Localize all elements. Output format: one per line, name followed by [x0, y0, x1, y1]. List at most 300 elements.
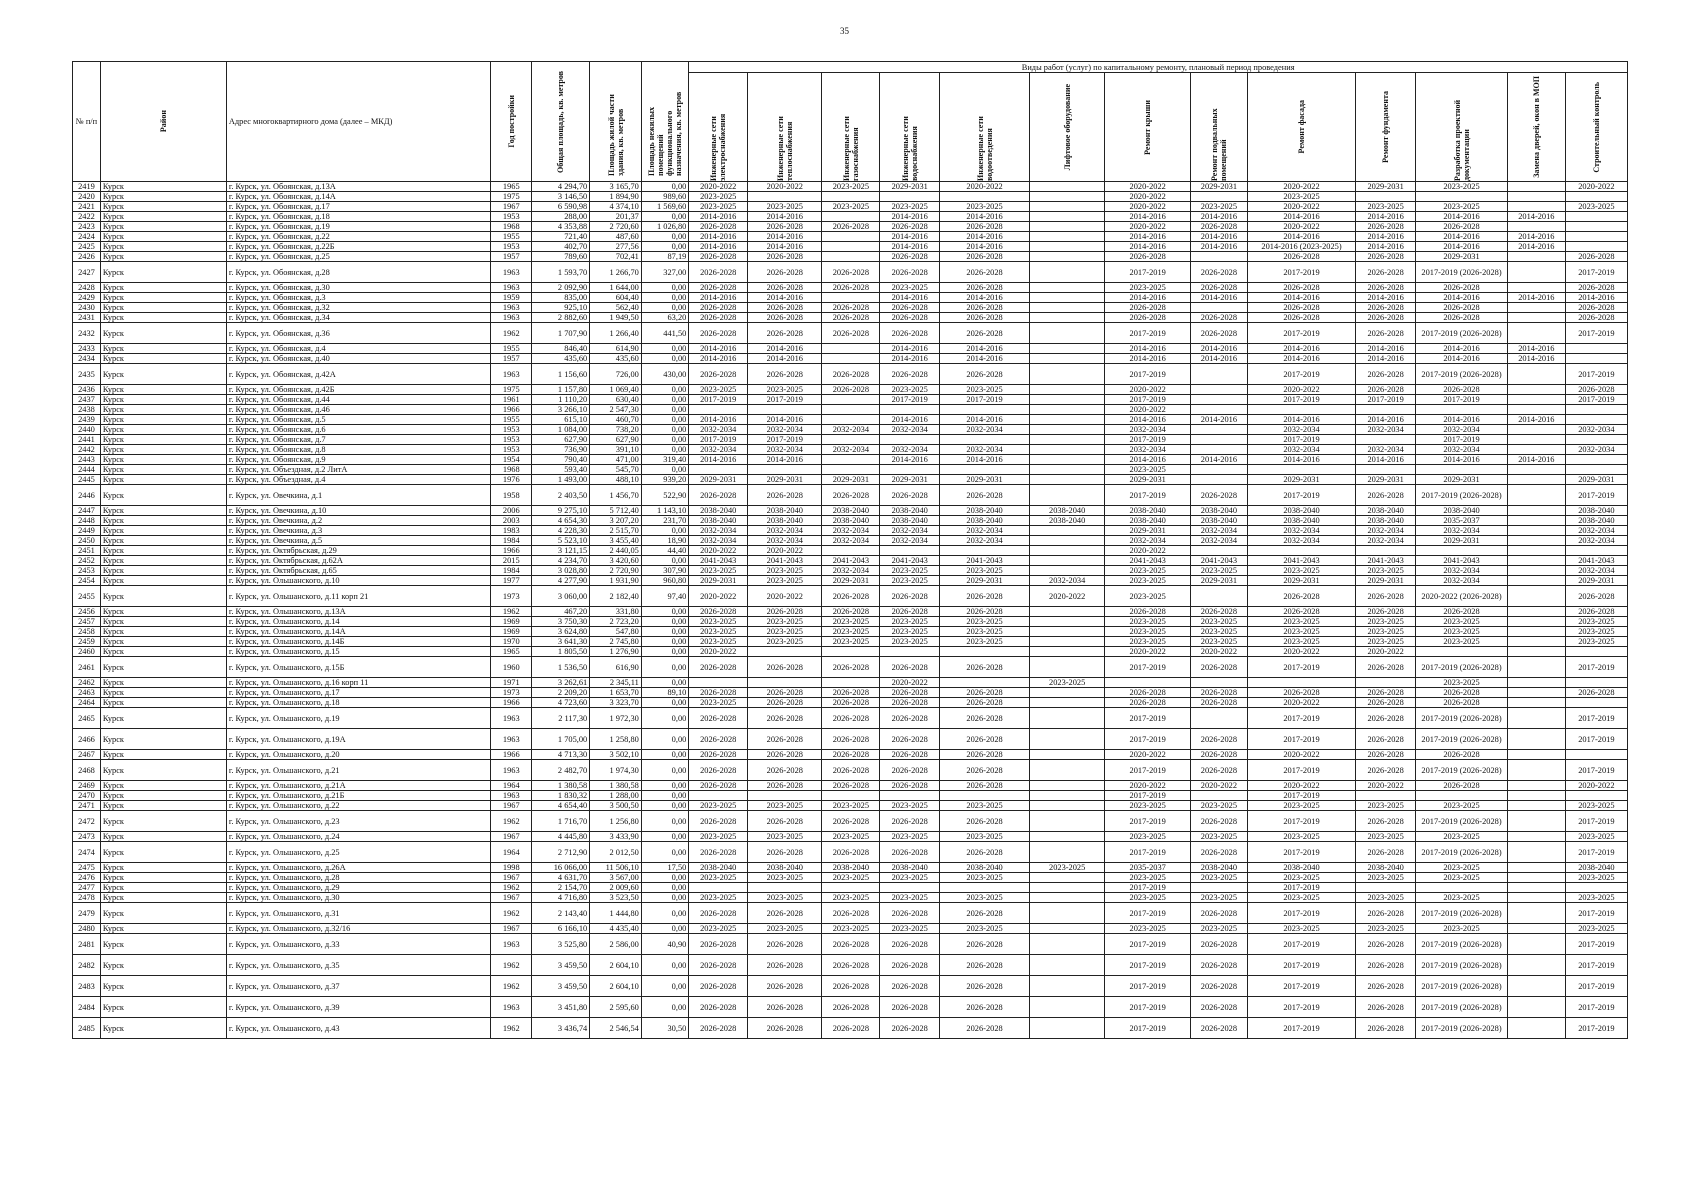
cell-doors: 2014-2016: [1507, 212, 1565, 222]
cell-project: 2014-2016: [1416, 354, 1508, 364]
cell-electro: 2026-2028: [689, 976, 748, 997]
cell-heat: [748, 405, 822, 415]
cell-year: 1955: [491, 232, 532, 242]
cell-lift: [1029, 485, 1104, 506]
cell-water: 2023-2025: [880, 566, 940, 576]
cell-sewer: 2026-2028: [940, 997, 1030, 1018]
cell-roof: 2017-2019: [1105, 364, 1191, 385]
cell-doors: [1507, 475, 1565, 485]
cell-basement: [1191, 385, 1248, 395]
cell-address: г. Курск, ул. Объездная, д.4: [226, 475, 490, 485]
cell-lift: [1029, 395, 1104, 405]
cell-num: 2422: [73, 212, 101, 222]
cell-water: 2032-2034: [880, 536, 940, 546]
table-row: [73, 647, 1628, 657]
cell-project: 2026-2028: [1416, 781, 1508, 791]
cell-roof: 2023-2025: [1105, 801, 1191, 811]
table-row: [73, 455, 1628, 465]
cell-foundation: 2029-2031: [1356, 475, 1416, 485]
cell-sewer: [940, 791, 1030, 801]
cell-heat: 2026-2028: [748, 781, 822, 791]
cell-doors: [1507, 323, 1565, 344]
cell-year: 1971: [491, 678, 532, 688]
cell-electro: [689, 405, 748, 415]
cell-gas: 2026-2028: [822, 657, 880, 678]
cell-year: 1968: [491, 465, 532, 475]
cell-nonliving-area: 1 569,60: [641, 202, 688, 212]
cell-year: 1957: [491, 354, 532, 364]
cell-heat: 2026-2028: [748, 760, 822, 781]
cell-num: 2435: [73, 364, 101, 385]
table-row: [73, 586, 1628, 607]
cell-nonliving-area: 1 026,80: [641, 222, 688, 232]
cell-living-area: 2 009,60: [590, 883, 642, 893]
cell-year: 1953: [491, 445, 532, 455]
cell-total-area: 721,40: [532, 232, 590, 242]
cell-facade: 2020-2022: [1247, 750, 1355, 760]
cell-basement: 2023-2025: [1191, 202, 1248, 212]
cell-heat: 2038-2040: [748, 516, 822, 526]
cell-foundation: 2023-2025: [1356, 924, 1416, 934]
cell-foundation: 2017-2019: [1356, 395, 1416, 405]
cell-sewer: 2038-2040: [940, 506, 1030, 516]
header-work-2: Инженерные сети газоснабжения: [822, 73, 880, 182]
cell-sewer: 2023-2025: [940, 566, 1030, 576]
cell-electro: 2026-2028: [689, 607, 748, 617]
cell-address: г. Курск, ул. Ольшанского, д.32/16: [226, 924, 490, 934]
cell-facade: 2020-2022: [1247, 182, 1355, 192]
cell-control: [1565, 415, 1627, 425]
cell-gas: 2023-2025: [822, 924, 880, 934]
cell-project: 2020-2022 (2026-2028): [1416, 586, 1508, 607]
table-row: [73, 873, 1628, 883]
cell-electro: 2026-2028: [689, 811, 748, 832]
cell-nonliving-area: 1 143,10: [641, 506, 688, 516]
cell-lift: [1029, 566, 1104, 576]
cell-lift: [1029, 708, 1104, 729]
cell-water: 2026-2028: [880, 750, 940, 760]
cell-doors: [1507, 303, 1565, 313]
cell-address: г. Курск, ул. Обоянская, д.8: [226, 445, 490, 455]
cell-heat: 2023-2025: [748, 801, 822, 811]
cell-nonliving-area: 0,00: [641, 283, 688, 293]
cell-foundation: [1356, 465, 1416, 475]
cell-basement: 2026-2028: [1191, 485, 1248, 506]
cell-foundation: 2026-2028: [1356, 997, 1416, 1018]
cell-nonliving-area: 0,00: [641, 750, 688, 760]
cell-facade: 2014-2016: [1247, 415, 1355, 425]
cell-year: 1967: [491, 924, 532, 934]
cell-gas: 2023-2025: [822, 182, 880, 192]
cell-facade: 2014-2016 (2023-2025): [1247, 242, 1355, 252]
cell-sewer: 2038-2040: [940, 863, 1030, 873]
cell-nonliving-area: 0,00: [641, 873, 688, 883]
cell-district: Курск: [100, 212, 226, 222]
cell-control: [1565, 750, 1627, 760]
cell-facade: 2026-2028: [1247, 586, 1355, 607]
cell-water: 2026-2028: [880, 955, 940, 976]
cell-sewer: 2026-2028: [940, 698, 1030, 708]
cell-total-area: 1 156,60: [532, 364, 590, 385]
cell-water: 2023-2025: [880, 283, 940, 293]
cell-living-area: 4 374,10: [590, 202, 642, 212]
cell-heat: 2026-2028: [748, 750, 822, 760]
cell-doors: [1507, 647, 1565, 657]
cell-foundation: 2020-2022: [1356, 781, 1416, 791]
cell-foundation: 2032-2034: [1356, 526, 1416, 536]
cell-sewer: 2014-2016: [940, 212, 1030, 222]
cell-nonliving-area: 0,00: [641, 354, 688, 364]
cell-facade: 2020-2022: [1247, 385, 1355, 395]
cell-address: г. Курск, ул. Ольшанского, д.14А: [226, 627, 490, 637]
cell-year: 1966: [491, 750, 532, 760]
cell-project: 2026-2028: [1416, 283, 1508, 293]
cell-electro: 2014-2016: [689, 415, 748, 425]
cell-foundation: 2026-2028: [1356, 729, 1416, 750]
cell-foundation: 2026-2028: [1356, 1018, 1416, 1039]
cell-address: г. Курск, ул. Ольшанского, д.37: [226, 976, 490, 997]
cell-district: Курск: [100, 627, 226, 637]
cell-district: Курск: [100, 485, 226, 506]
cell-year: 1963: [491, 934, 532, 955]
cell-lift: [1029, 903, 1104, 924]
cell-foundation: 2026-2028: [1356, 708, 1416, 729]
cell-foundation: 2026-2028: [1356, 364, 1416, 385]
cell-facade: 2017-2019: [1247, 657, 1355, 678]
cell-doors: [1507, 1018, 1565, 1039]
cell-electro: 2023-2025: [689, 566, 748, 576]
cell-doors: [1507, 607, 1565, 617]
cell-district: Курск: [100, 242, 226, 252]
cell-water: 2014-2016: [880, 354, 940, 364]
cell-total-area: 3 266,10: [532, 405, 590, 415]
cell-year: 1967: [491, 873, 532, 883]
cell-living-area: 2 546,54: [590, 1018, 642, 1039]
cell-project: 2017-2019 (2026-2028): [1416, 1018, 1508, 1039]
header-year: Год постройки: [491, 62, 532, 182]
cell-roof: 2020-2022: [1105, 222, 1191, 232]
cell-living-area: 1 949,50: [590, 313, 642, 323]
cell-gas: [822, 883, 880, 893]
cell-gas: 2038-2040: [822, 863, 880, 873]
cell-heat: 2032-2034: [748, 536, 822, 546]
table-row: [73, 405, 1628, 415]
cell-lift: [1029, 192, 1104, 202]
cell-basement: 2041-2043: [1191, 556, 1248, 566]
cell-project: [1416, 546, 1508, 556]
cell-doors: [1507, 729, 1565, 750]
cell-nonliving-area: 0,00: [641, 395, 688, 405]
cell-district: Курск: [100, 405, 226, 415]
cell-num: 2426: [73, 252, 101, 262]
cell-foundation: 2023-2025: [1356, 832, 1416, 842]
cell-facade: 2023-2025: [1247, 873, 1355, 883]
cell-district: Курск: [100, 997, 226, 1018]
cell-water: 2032-2034: [880, 526, 940, 536]
cell-total-area: 4 234,70: [532, 556, 590, 566]
cell-year: 1977: [491, 576, 532, 586]
cell-lift: [1029, 617, 1104, 627]
cell-total-area: 4 228,30: [532, 526, 590, 536]
cell-doors: [1507, 657, 1565, 678]
cell-address: г. Курск, ул. Ольшанского, д.19: [226, 708, 490, 729]
cell-address: г. Курск, ул. Ольшанского, д.28: [226, 873, 490, 883]
cell-nonliving-area: 0,00: [641, 678, 688, 688]
cell-address: г. Курск, ул. Октябрьская, д.62А: [226, 556, 490, 566]
cell-district: Курск: [100, 192, 226, 202]
cell-sewer: 2017-2019: [940, 395, 1030, 405]
cell-total-area: 1 705,00: [532, 729, 590, 750]
cell-address: г. Курск, ул. Ольшанского, д.30: [226, 893, 490, 903]
cell-control: 2023-2025: [1565, 893, 1627, 903]
table-row: [73, 546, 1628, 556]
cell-total-area: 2 092,90: [532, 283, 590, 293]
cell-sewer: 2026-2028: [940, 303, 1030, 313]
cell-lift: [1029, 283, 1104, 293]
cell-year: 1959: [491, 293, 532, 303]
cell-district: Курск: [100, 546, 226, 556]
cell-gas: 2038-2040: [822, 516, 880, 526]
cell-num: 2465: [73, 708, 101, 729]
cell-year: 1960: [491, 657, 532, 678]
cell-gas: 2026-2028: [822, 934, 880, 955]
cell-water: 2023-2025: [880, 617, 940, 627]
cell-total-area: 1 830,32: [532, 791, 590, 801]
cell-living-area: 627,90: [590, 435, 642, 445]
cell-district: Курск: [100, 313, 226, 323]
cell-heat: 2020-2022: [748, 546, 822, 556]
cell-total-area: 3 459,50: [532, 976, 590, 997]
cell-control: 2032-2034: [1565, 566, 1627, 576]
table-row: [73, 627, 1628, 637]
cell-district: Курск: [100, 924, 226, 934]
cell-district: Курск: [100, 385, 226, 395]
cell-living-area: 2 604,10: [590, 955, 642, 976]
cell-heat: [748, 647, 822, 657]
cell-lift: [1029, 303, 1104, 313]
cell-control: 2023-2025: [1565, 627, 1627, 637]
cell-facade: 2023-2025: [1247, 566, 1355, 576]
cell-electro: 2017-2019: [689, 435, 748, 445]
table-row: [73, 1018, 1628, 1039]
cell-num: 2478: [73, 893, 101, 903]
cell-foundation: 2026-2028: [1356, 955, 1416, 976]
cell-sewer: 2026-2028: [940, 252, 1030, 262]
cell-water: 2023-2025: [880, 893, 940, 903]
cell-water: 2023-2025: [880, 385, 940, 395]
cell-district: Курск: [100, 688, 226, 698]
cell-total-area: 3 641,30: [532, 637, 590, 647]
cell-total-area: 4 294,70: [532, 182, 590, 192]
cell-electro: 2026-2028: [689, 222, 748, 232]
cell-control: 2026-2028: [1565, 303, 1627, 313]
cell-sewer: 2026-2028: [940, 323, 1030, 344]
cell-lift: [1029, 182, 1104, 192]
cell-facade: 2029-2031: [1247, 475, 1355, 485]
cell-control: 2026-2028: [1565, 688, 1627, 698]
cell-gas: 2023-2025: [822, 627, 880, 637]
cell-basement: 2026-2028: [1191, 657, 1248, 678]
cell-lift: [1029, 893, 1104, 903]
cell-roof: 2014-2016: [1105, 455, 1191, 465]
cell-heat: 2023-2025: [748, 893, 822, 903]
header-work-4: Инженерные сети водоотведения: [940, 73, 1030, 182]
cell-project: 2023-2025: [1416, 863, 1508, 873]
cell-sewer: 2014-2016: [940, 232, 1030, 242]
cell-num: 2452: [73, 556, 101, 566]
cell-doors: [1507, 791, 1565, 801]
cell-gas: [822, 212, 880, 222]
cell-heat: 2026-2028: [748, 262, 822, 283]
cell-foundation: 2023-2025: [1356, 202, 1416, 212]
cell-foundation: 2026-2028: [1356, 607, 1416, 617]
cell-project: 2017-2019 (2026-2028): [1416, 485, 1508, 506]
cell-sewer: [940, 192, 1030, 202]
cell-gas: 2032-2034: [822, 425, 880, 435]
cell-facade: 2038-2040: [1247, 506, 1355, 516]
cell-foundation: 2026-2028: [1356, 385, 1416, 395]
cell-electro: 2014-2016: [689, 242, 748, 252]
cell-doors: [1507, 385, 1565, 395]
cell-basement: 2014-2016: [1191, 242, 1248, 252]
cell-foundation: 2020-2022: [1356, 647, 1416, 657]
cell-project: 2014-2016: [1416, 242, 1508, 252]
cell-doors: [1507, 832, 1565, 842]
cell-num: 2474: [73, 842, 101, 863]
cell-doors: [1507, 576, 1565, 586]
cell-facade: 2032-2034: [1247, 526, 1355, 536]
cell-living-area: 1 972,30: [590, 708, 642, 729]
cell-address: г. Курск, ул. Овечкина, д.5: [226, 536, 490, 546]
cell-sewer: 2014-2016: [940, 242, 1030, 252]
cell-basement: [1191, 708, 1248, 729]
cell-facade: 2023-2025: [1247, 637, 1355, 647]
cell-water: 2014-2016: [880, 232, 940, 242]
cell-basement: 2023-2025: [1191, 832, 1248, 842]
cell-electro: [689, 678, 748, 688]
cell-gas: 2026-2028: [822, 760, 880, 781]
cell-foundation: 2014-2016: [1356, 242, 1416, 252]
cell-year: 1967: [491, 202, 532, 212]
cell-doors: 2014-2016: [1507, 293, 1565, 303]
cell-district: Курск: [100, 760, 226, 781]
cell-district: Курск: [100, 781, 226, 791]
cell-year: 1958: [491, 485, 532, 506]
header-total-area: Общая площадь, кв. метров: [532, 62, 590, 182]
cell-foundation: 2014-2016: [1356, 212, 1416, 222]
cell-doors: [1507, 678, 1565, 688]
cell-foundation: 2026-2028: [1356, 222, 1416, 232]
cell-address: г. Курск, ул. Обоянская, д.32: [226, 303, 490, 313]
cell-basement: 2026-2028: [1191, 698, 1248, 708]
cell-water: 2032-2034: [880, 425, 940, 435]
cell-address: г. Курск, ул. Обоянская, д.18: [226, 212, 490, 222]
cell-district: Курск: [100, 566, 226, 576]
cell-total-area: 615,10: [532, 415, 590, 425]
cell-total-area: 1 380,58: [532, 781, 590, 791]
cell-total-area: 2 143,40: [532, 903, 590, 924]
cell-electro: 2014-2016: [689, 455, 748, 465]
cell-living-area: 3 420,60: [590, 556, 642, 566]
table-row: [73, 760, 1628, 781]
cell-address: г. Курск, ул. Ольшанского, д.19А: [226, 729, 490, 750]
cell-lift: [1029, 293, 1104, 303]
cell-water: 2023-2025: [880, 873, 940, 883]
cell-lift: [1029, 842, 1104, 863]
cell-basement: 2023-2025: [1191, 924, 1248, 934]
table-row: [73, 506, 1628, 516]
cell-project: 2014-2016: [1416, 293, 1508, 303]
cell-heat: 2032-2034: [748, 526, 822, 536]
cell-project: 2026-2028: [1416, 750, 1508, 760]
table-row: [73, 283, 1628, 293]
cell-doors: [1507, 708, 1565, 729]
cell-roof: 2017-2019: [1105, 955, 1191, 976]
cell-doors: [1507, 934, 1565, 955]
cell-doors: [1507, 842, 1565, 863]
cell-nonliving-area: 0,00: [641, 617, 688, 627]
cell-address: г. Курск, ул. Обоянская, д.22: [226, 232, 490, 242]
cell-roof: 2032-2034: [1105, 425, 1191, 435]
cell-roof: 2023-2025: [1105, 893, 1191, 903]
cell-heat: 2023-2025: [748, 924, 822, 934]
cell-lift: 2020-2022: [1029, 586, 1104, 607]
cell-water: 2029-2031: [880, 182, 940, 192]
cell-total-area: 16 066,00: [532, 863, 590, 873]
cell-facade: 2023-2025: [1247, 192, 1355, 202]
cell-foundation: 2026-2028: [1356, 313, 1416, 323]
cell-foundation: 2023-2025: [1356, 893, 1416, 903]
cell-heat: 2026-2028: [748, 934, 822, 955]
cell-roof: 2020-2022: [1105, 781, 1191, 791]
cell-heat: 2026-2028: [748, 283, 822, 293]
cell-address: г. Курск, ул. Обоянская, д.40: [226, 354, 490, 364]
cell-water: 2026-2028: [880, 688, 940, 698]
cell-total-area: 4 654,30: [532, 516, 590, 526]
cell-electro: 2020-2022: [689, 182, 748, 192]
cell-basement: [1191, 435, 1248, 445]
table-row: [73, 750, 1628, 760]
cell-address: г. Курск, ул. Ольшанского, д.14Б: [226, 637, 490, 647]
cell-foundation: [1356, 546, 1416, 556]
cell-control: 2017-2019: [1565, 708, 1627, 729]
cell-heat: 2023-2025: [748, 576, 822, 586]
cell-lift: 2038-2040: [1029, 516, 1104, 526]
cell-basement: 2038-2040: [1191, 516, 1248, 526]
cell-lift: 2038-2040: [1029, 506, 1104, 516]
cell-heat: 2020-2022: [748, 586, 822, 607]
cell-living-area: 2 012,50: [590, 842, 642, 863]
cell-heat: 2026-2028: [748, 997, 822, 1018]
cell-gas: 2026-2028: [822, 1018, 880, 1039]
cell-total-area: 1 493,00: [532, 475, 590, 485]
cell-district: Курск: [100, 617, 226, 627]
cell-heat: 2023-2025: [748, 385, 822, 395]
cell-facade: 2017-2019: [1247, 435, 1355, 445]
cell-nonliving-area: 0,00: [641, 791, 688, 801]
cell-sewer: 2026-2028: [940, 955, 1030, 976]
cell-roof: [1105, 678, 1191, 688]
cell-facade: 2017-2019: [1247, 1018, 1355, 1039]
cell-basement: 2014-2016: [1191, 354, 1248, 364]
cell-electro: 2026-2028: [689, 313, 748, 323]
cell-address: г. Курск, ул. Ольшанского, д.23: [226, 811, 490, 832]
cell-sewer: 2032-2034: [940, 445, 1030, 455]
cell-num: 2479: [73, 903, 101, 924]
cell-nonliving-area: 87,19: [641, 252, 688, 262]
table-row: [73, 323, 1628, 344]
cell-basement: 2032-2034: [1191, 526, 1248, 536]
